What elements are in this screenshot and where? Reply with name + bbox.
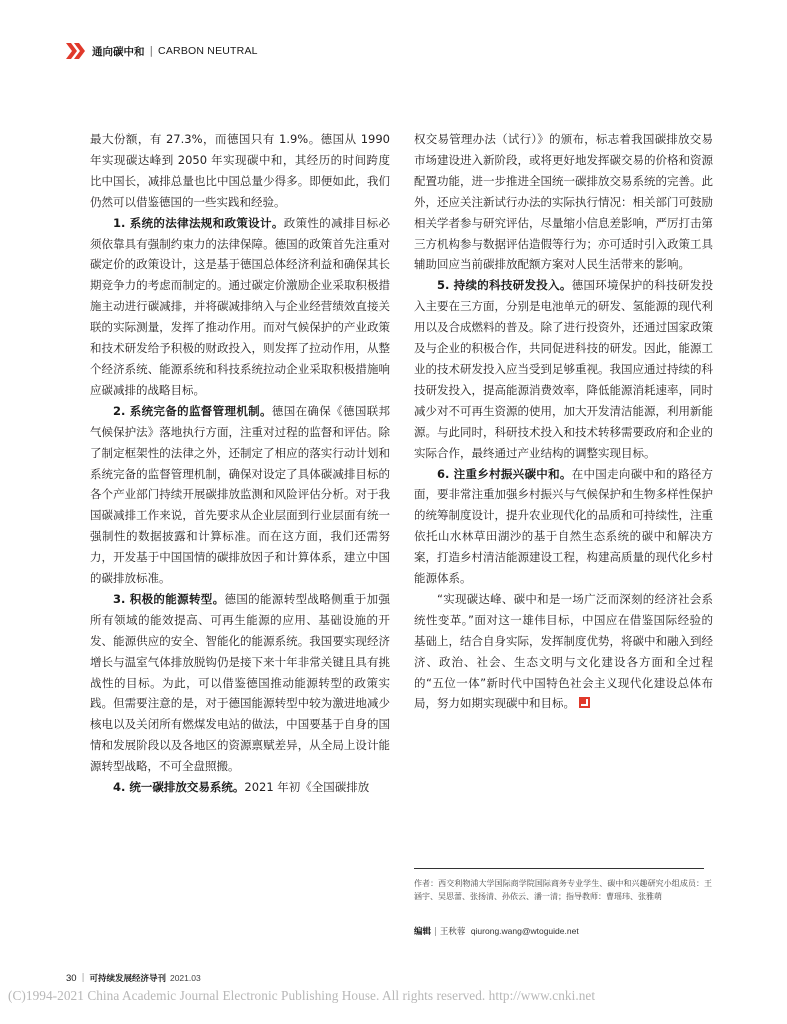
paragraph <box>90 213 390 401</box>
journal-name: 可持续发展经济导刊 <box>89 974 166 984</box>
paragraph <box>90 589 390 777</box>
subsection-heading: 1. 系统的法律法规和政策设计。 <box>113 215 284 230</box>
paragraph <box>414 275 713 463</box>
paragraph-body: 在中国走向碳中和的路径方面，要非常注重加强乡村振兴与气候保护和生物多样性保护的统筹制度设计，提升农业现代化的品质和可持续性，注重依托山水林草田湖沙的基于自然生态系统的碳中和解决方案，打造乡村清洁能源建设工程，构建高质量的现代化乡村能源体系。 <box>414 466 713 586</box>
copyright-watermark: (C)1994-2021 China Academic Journal Electronic Publishing House. All rights reserved. http://www.cnki.net <box>8 988 596 1003</box>
left-column <box>90 129 390 798</box>
issue-number: 2021.03 <box>169 973 201 983</box>
paragraph-body: 政策性的减排目标必须依靠具有强制约束力的法律保障。德国的政策首先注重对碳定价的政策设计，这是基于德国总体经济利益和确保其长期竞争力的考虑而制定的。通过碳定价激励企业采取积极措施主动进行碳减排，并将碳减排纳入与企业经营绩效直接关联的实际测量，发挥了推动作用。而对气候保护的产业政策和技术研发给予积极的财政投入，则发挥了拉动作用，从整个经济系统、能源系统和科技系统拉动企业采取积极措施响应碳减排的战略目标。 <box>90 215 391 397</box>
header-separator: | <box>149 45 154 57</box>
right-column <box>414 129 713 714</box>
subsection-heading: 5. 持续的科技研发投入。 <box>437 278 572 293</box>
paragraph-body: 2021 年初《全国碳排放 <box>244 780 370 795</box>
author-divider <box>414 868 704 869</box>
subsection-heading: 2. 系统完备的监督管理机制。 <box>113 403 272 418</box>
author-note: 作者：西交利物浦大学国际商学院国际商务专业学生、碳中和兴趣研究小组成员：王涵宇、吴思蕾、张扬清、孙依云、潘一清；指导教师：曹瑶玮、张雅萌 <box>414 879 712 901</box>
double-chevron-right-icon <box>66 43 86 59</box>
paragraph <box>414 464 713 589</box>
subsection-heading: 4. 统一碳排放交易系统。 <box>113 780 245 795</box>
paragraph-body: 德国在确保《德国联邦气候保护法》落地执行方面，注重对过程的监督和评估。除了制定框架性的法律之外，还制定了相应的落实行动计划和系统完备的监督管理机制，确保对设定了具体碳减排目标的各个产业部门持续开展碳排放监测和风险评估分析。对于我国碳减排工作来说，首先要求从企业层面到行业层面有统一强制性的数据披露和计算标准。而在这方面，我们还需努力，开发基于中国国情的碳排放因子和计算体系，建立中国的碳排放标准。 <box>90 403 391 586</box>
footer-separator: | <box>81 973 85 983</box>
paragraph: 权交易管理办法（试行）》的颁布，标志着我国碳排放交易市场建设进入新阶段，或将更好地发挥碳交易的价格和资源配置功能，进一步推进全国统一碳排放交易系统的完善。此外，还应关注新试行办法的实际执行情况：相关部门可鼓励相关学者参与研究评估，尽量缩小信息差影响，严厉打击第三方机构参与数据评估造假等行为；亦可适时引入政策工具辅助回应当前碳排放配额方案对人民生活带来的影响。 <box>414 132 713 272</box>
editor-separator: | <box>434 927 437 937</box>
paragraph-body: “实现碳达峰、碳中和是一场广泛而深刻的经济社会系统性变革。”面对这一雄伟目标，中国应在借鉴国际经验的基础上，结合自身实际，发挥制度优势，将碳中和融入到经济、政治、社会、生态文明与文化建设各方面和全过程的“五位一体”新时代中国特色社会主义现代化建设总体布局，努力如期实现碳中和目标。 <box>414 591 713 711</box>
end-of-article-icon <box>579 697 590 708</box>
page-footer <box>66 972 201 984</box>
paragraph-body: 德国环境保护的科技研发投入主要在三方面，分别是电池单元的研发、氢能源的现代利用以及合成燃料的普及。除了进行投资外，还通过国家政策及与企业的积极合作，共同促进科技的研发。因此，能源工业的技术研发投入应当受到足够重视。我国应通过持续的科技研发投入，提高能源消费效率，降低能源消耗速率，同时减少对不可再生资源的使用，加大开发清洁能源，利用新能源。与此同时，科研技术投入和技术转移需要政府和企业的实际合作，最终通过产业结构的调整实现目标。 <box>414 278 713 460</box>
paragraph <box>414 589 713 714</box>
subsection-heading: 3. 积极的能源转型。 <box>113 591 225 606</box>
paragraph <box>90 401 390 589</box>
editor-name: 王秋蓉 <box>439 927 466 937</box>
paragraph-body: 德国的能源转型战略侧重于加强所有领域的能效提高、可再生能源的应用、基础设施的开发、能源供应的安全、智能化的能源系统。我国要实现经济增长与温室气体排放脱钩仍是接下来十年非常关键且具有挑战性的目标。为此，可以借鉴德国推动能源转型的政策实践。但需要注意的是，对于德国能源转型中较为激进地减少核电以及关闭所有燃煤发电站的做法，中国要基于自身的国情和发展阶段以及各地区的资源禀赋差异，从全局上设计能源转型战略，不可全盘照搬。 <box>90 591 391 774</box>
section-subtitle: CARBON NEUTRAL <box>158 45 258 57</box>
editor-label: 编辑 <box>414 927 432 937</box>
page-header <box>66 41 258 61</box>
section-title: 通向碳中和 <box>92 45 145 58</box>
editor-credit <box>414 925 579 937</box>
editor-email: qiurong.wang@wtoguide.net <box>470 926 579 936</box>
paragraph <box>90 777 390 798</box>
paragraph: 最大份额，有 27.3%，而德国只有 1.9%。德国从 1990 年实现碳达峰到 2050 年实现碳中和，其经历的时间跨度比中国长，减排总量也比中国总量少得多。即便如此，我们仍然可以借鉴德国的一些实践和经验。 <box>90 132 390 209</box>
subsection-heading: 6. 注重乡村振兴碳中和。 <box>437 466 572 481</box>
page-number: 30 <box>66 972 77 984</box>
